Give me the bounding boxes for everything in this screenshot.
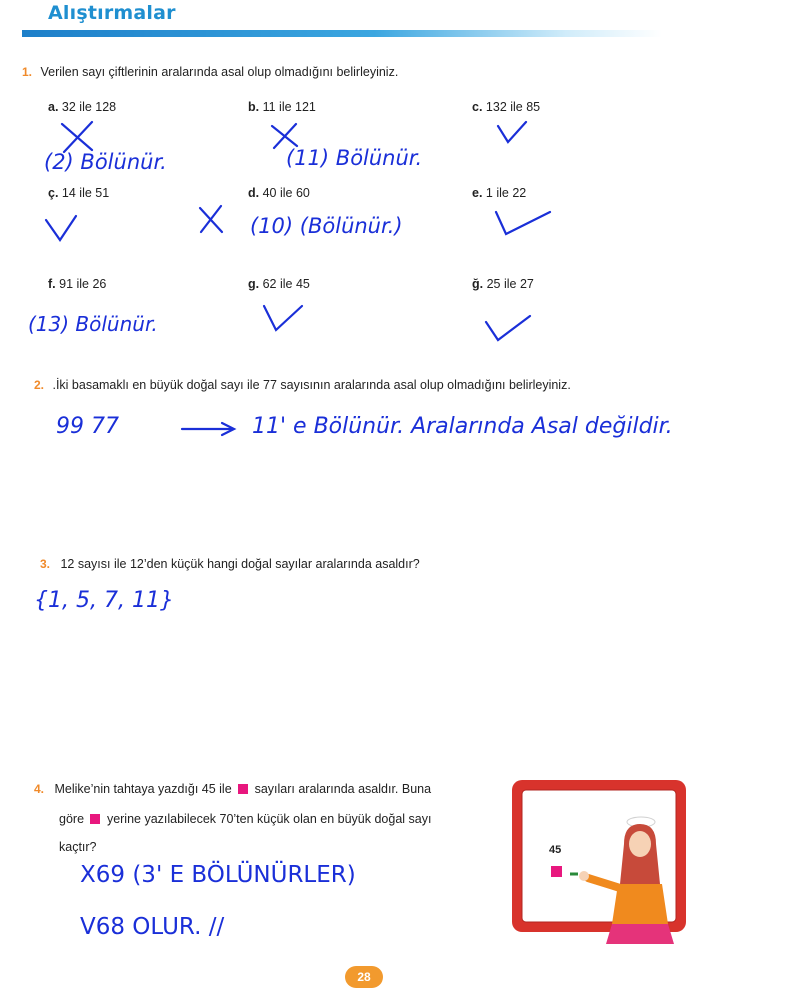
question-number: 1. [22, 65, 33, 79]
question-number: 2. [34, 378, 45, 392]
question-number: 4. [34, 782, 45, 796]
page-number-badge: 28 [345, 966, 383, 988]
cross-mark-icon [200, 206, 222, 232]
question-text: 12 sayısı ile 12’den küçük hangi doğal sayılar aralarında asaldır? [60, 557, 420, 571]
board-square-icon [551, 866, 562, 877]
question-text: sayıları aralarında asaldır. Buna [254, 782, 432, 796]
item-text: 14 ile 51 [61, 186, 110, 200]
item-text: 32 ile 128 [61, 100, 117, 114]
item-text: 62 ile 45 [262, 277, 310, 291]
item-letter: e. [472, 186, 483, 200]
check-mark-icon [486, 316, 530, 340]
item-text: 40 ile 60 [262, 186, 310, 200]
handwritten-answer-a: (2) Bölünür. [44, 150, 167, 174]
check-mark-icon [496, 212, 550, 234]
handwritten-numbers: 99 77 [56, 414, 119, 439]
item-letter: ç. [48, 186, 59, 200]
item-letter: c. [472, 100, 483, 114]
item-text: 1 ile 22 [485, 186, 527, 200]
question-text: göre [59, 812, 85, 826]
cross-mark-icon [272, 124, 297, 148]
handwritten-answer-b: (11) Bölünür. [286, 146, 423, 170]
item-text: 25 ile 27 [486, 277, 534, 291]
board-number: 45 [549, 844, 562, 856]
item-letter: ğ. [472, 277, 484, 291]
question-4-line-1 [34, 780, 431, 798]
item-text: 91 ile 26 [59, 277, 107, 291]
arrow-right-icon [182, 423, 234, 435]
item-letter: f. [48, 277, 56, 291]
question-4-line-2 [59, 810, 431, 828]
item-letter: g. [248, 277, 260, 291]
question-4-line-3: kaçtır? [59, 840, 97, 854]
item-letter: a. [48, 100, 59, 114]
handwritten-answer-q4-line-1: X69 (3' E BÖLÜNÜRLER) [80, 862, 356, 888]
question-2 [34, 376, 571, 394]
handwritten-answer-q2: 11' e Bölünür. Aralarında Asal değildir. [252, 414, 673, 439]
question-text: yerine yazılabilecek 70’ten küçük olan en büyük doğal sayı [106, 812, 432, 826]
handwritten-answer-d: (10) (Bölünür.) [250, 214, 403, 238]
question-text: .İki basamaklı en büyük doğal sayı ile 77 sayısının aralarında asal olup olmadığını belirleyiniz. [52, 378, 571, 392]
page-title: Alıştırmalar [48, 2, 176, 24]
board-illustration [508, 774, 690, 944]
question-number: 3. [40, 557, 51, 571]
cross-mark-icon [62, 122, 92, 152]
handwritten-answer-q3: {1, 5, 7, 11} [34, 588, 174, 613]
unknown-square-icon [90, 814, 100, 824]
handwritten-answer-q4-line-2: V68 OLUR. // [80, 914, 225, 940]
check-mark-icon [264, 306, 302, 330]
question-3 [40, 555, 420, 573]
item-letter: d. [248, 186, 260, 200]
item-text: 11 ile 121 [262, 100, 316, 114]
item-letter: b. [248, 100, 260, 114]
unknown-square-icon [238, 784, 248, 794]
question-text: Melike’nin tahtaya yazdığı 45 ile [54, 782, 232, 796]
item-text: 132 ile 85 [485, 100, 541, 114]
handwritten-answer-f: (13) Bölünür. [28, 312, 158, 336]
check-mark-icon [46, 216, 76, 240]
check-mark-icon [498, 122, 526, 142]
question-text: Verilen sayı çiftlerinin aralarında asal olup olmadığını belirleyiniz. [40, 65, 399, 79]
